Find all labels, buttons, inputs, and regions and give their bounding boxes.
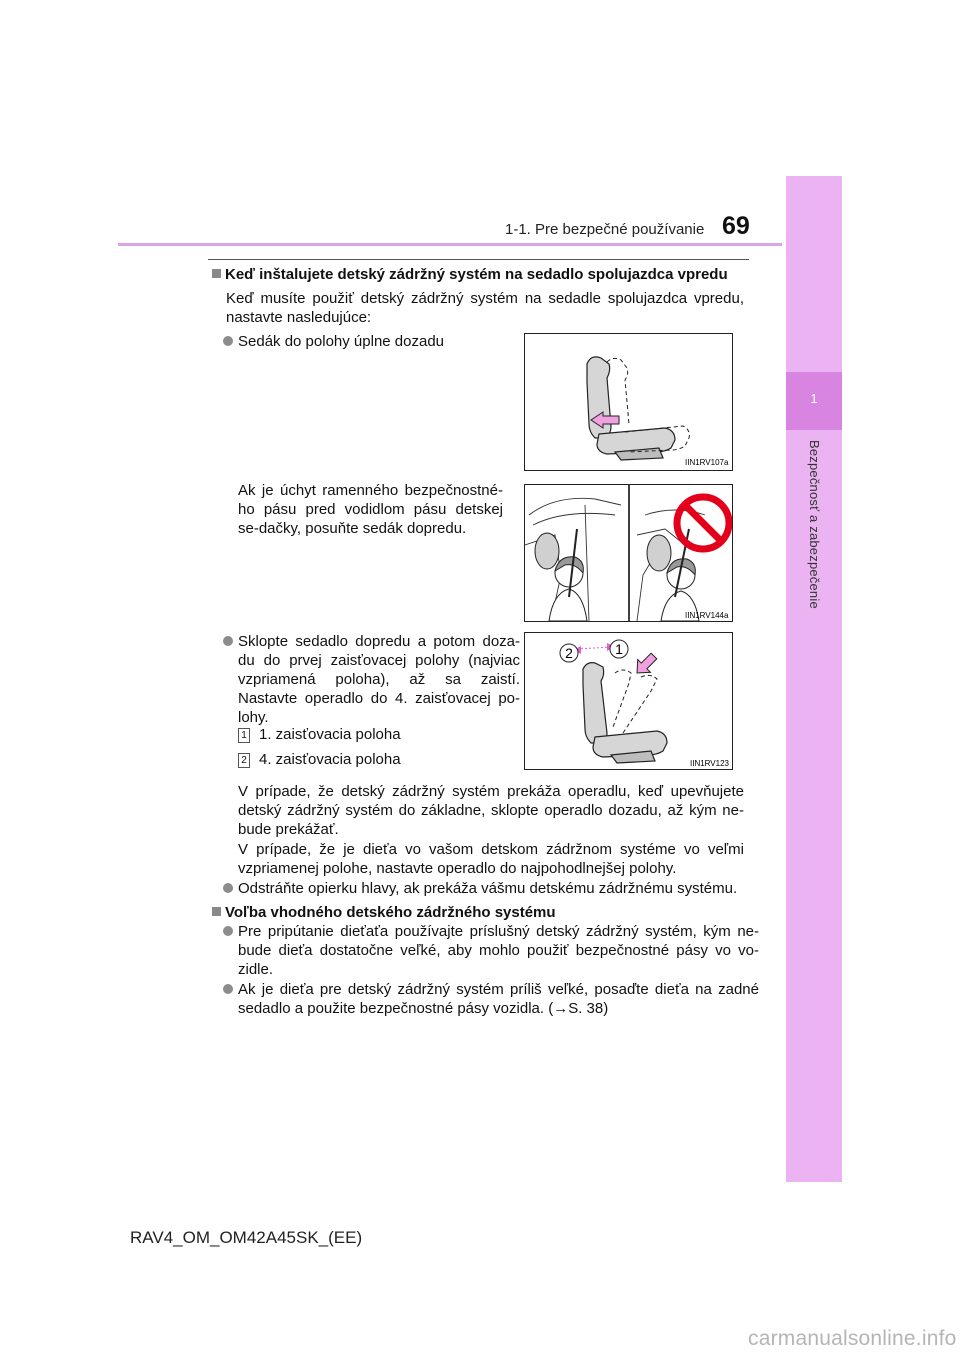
chapter-title-tab (786, 440, 842, 680)
bullet-use-restraint: Pre pripútanie dieťaťa používajte príslušný detský zádržný systém, kým ne-bude dieťa dostatočne veľké, aby mohlo použiť bezpečnostné pásy vo vo-zidle. (223, 922, 759, 979)
bullet-recline: Sklopte sedadlo dopredu a potom doza-du do prvej zaisťovacej polohy (najviac vzpriamená poloha), až sa zaistí. Nastavte operadlo do 4. zaisťovacej po-lohy. (223, 632, 520, 727)
section-title: 1-1. Pre bezpečné používanie (505, 221, 705, 238)
figure-code: IIN1RV123 (690, 759, 729, 768)
intro-paragraph: Keď musíte použiť detský zádržný systém na sedadle spolujazdca vpredu, nastavte nasledujúce: (226, 290, 744, 326)
watermark: carmanualsonline.info (748, 1327, 957, 1350)
paragraph-interference: V prípade, že detský zádržný systém prekáža operadlu, keď upevňujete detský zádržný systém do základne, sklopte operadlo dozadu, až kým ne-bude prekážať. (238, 783, 744, 838)
figure-code: IIN1RV107a (685, 458, 729, 467)
legend-item-2: 2 4. zaisťovacia poloha (238, 750, 508, 769)
chapter-title: Bezpečnosť a zabezpečenie (807, 440, 822, 609)
header-rule (118, 243, 782, 246)
legend-number: 1 (238, 728, 250, 743)
chapter-number: 1 (810, 391, 818, 406)
callout-2: 2 (565, 645, 573, 661)
document-code: RAV4_OM_OM42A45SK_(EE) (130, 1228, 363, 1247)
paragraph-upright: V prípade, že je dieťa vo vašom detskom zádržnom systéme vo veľmi vzpriamenej polohe, nastavte operadlo do najpohodlnejšej polohy. (238, 841, 744, 877)
legend-item-1: 1 1. zaisťovacia poloha (238, 725, 508, 744)
heading-choice: Voľba vhodného detského zádržného systému (212, 903, 752, 922)
recline-illustration (525, 633, 732, 769)
chapter-number-tab (786, 372, 842, 430)
legend-number: 2 (238, 753, 250, 768)
round-bullet-icon (223, 336, 233, 346)
figure-seat-slide (524, 333, 733, 471)
bullet-headrest: Odstráňte opierku hlavy, ak prekáža vášmu detskému zádržnému systému. (223, 879, 748, 898)
bullet-rear-seat: Ak je dieťa pre detský zádržný systém príliš veľké, posaďte dieťa na zadné sedadlo a použite bezpečnostné pásy vozidla. (→S. 38) (223, 980, 759, 1018)
seat-slide-illustration (525, 334, 732, 470)
note-shoulder-belt: Ak je úchyt ramenného bezpečnostné-ho pásu pred vodidlom pásu detskej se-dačky, posuňte sedák dopredu. (238, 482, 503, 537)
square-bullet-icon (212, 269, 221, 278)
belt-warning-illustration (525, 485, 732, 621)
bullet-seat-back: Sedák do polohy úplne dozadu (223, 332, 503, 351)
square-bullet-icon (212, 907, 221, 916)
round-bullet-icon (223, 883, 233, 893)
page-number: 69 (722, 212, 750, 240)
callout-1: 1 (615, 641, 623, 657)
content-rule (208, 259, 749, 260)
round-bullet-icon (223, 636, 233, 646)
round-bullet-icon (223, 984, 233, 994)
figure-recline (524, 632, 733, 770)
heading-front-seat: Keď inštalujete detský zádržný systém na sedadlo spolujazdca vpredu (212, 265, 752, 284)
figure-code: IIN1RV144a (685, 611, 729, 620)
figure-belt-warning (524, 484, 733, 622)
round-bullet-icon (223, 926, 233, 936)
